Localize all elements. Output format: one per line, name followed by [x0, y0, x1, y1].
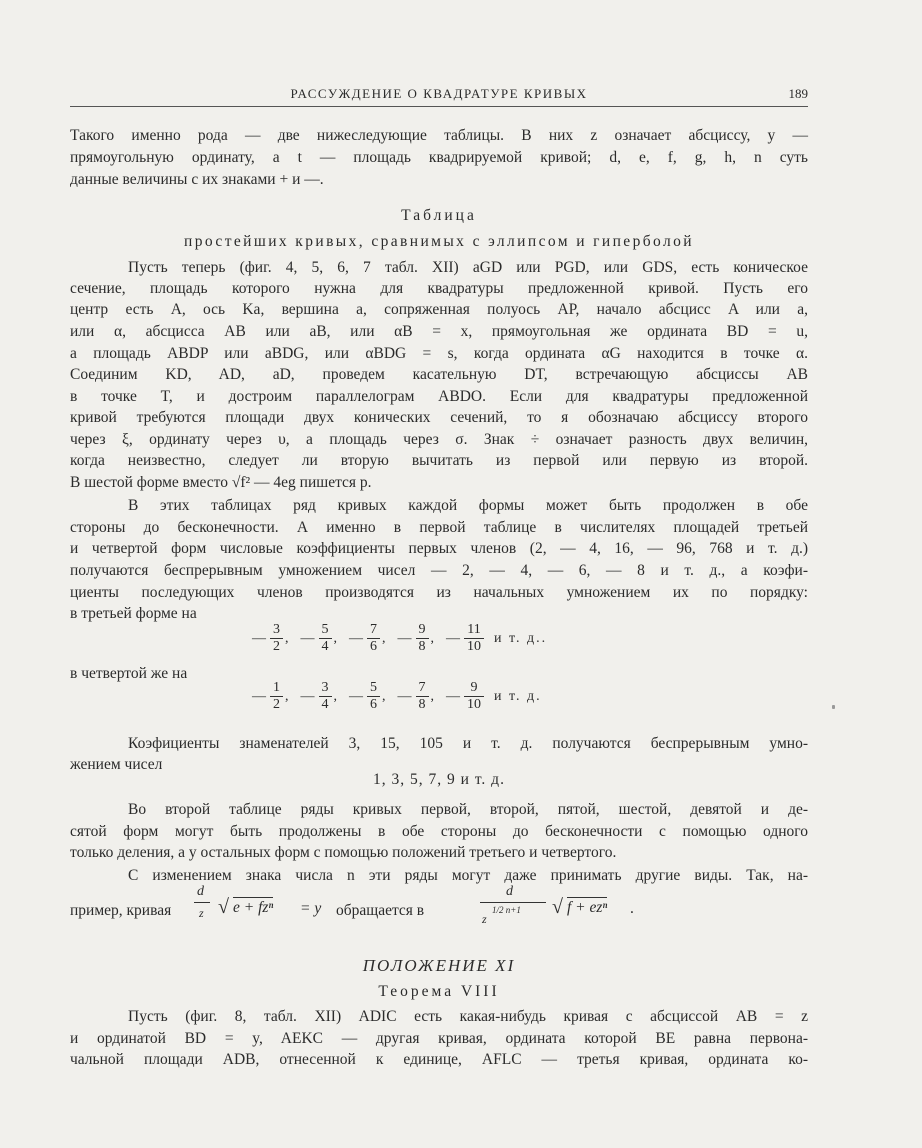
running-title: РАССУЖДЕНИЕ О КВАДРАТУРЕ КРИВЫХ: [290, 86, 588, 101]
text-line: кривой требуются площади двух конических сечений, то я обозначаю абсциссу второго: [70, 409, 808, 426]
denominator: 4: [319, 638, 332, 655]
denominator: 10: [464, 696, 484, 713]
numerator: 9: [418, 622, 426, 637]
formula-radicand-1: e + fzⁿ: [233, 899, 274, 916]
text-line: а площадь ABDP или aBDG, или αBDG = s, когда ордината αG находится в точке α.: [70, 345, 808, 362]
text-line: Пусть (фиг. 8, табл. XII) ADIC есть какая-нибудь кривая с абсциссой AB = z: [128, 1008, 808, 1025]
formula-equals-y: = y: [300, 900, 322, 917]
text-line: через ξ, ординату через υ, а площадь через σ. Знак ÷ означает разность двух величин,: [70, 431, 808, 448]
text-line: Во второй таблице ряды кривых первой, второй, пятой, шестой, девятой и де-: [128, 801, 808, 818]
radical-sign: √: [552, 896, 563, 918]
fraction: [464, 680, 484, 713]
denominator: 6: [367, 638, 380, 655]
denominator: 2: [270, 696, 283, 713]
formula-z2-denominator: z: [482, 912, 487, 926]
fraction: [464, 622, 484, 655]
formula-d2-numerator: d: [506, 884, 513, 899]
header-rule: [70, 106, 808, 107]
minus-sign: —: [446, 630, 460, 646]
text-line: прямоугольную ординату, а t — площадь квадрируемой кривой; d, e, f, g, h, n суть: [70, 149, 808, 166]
fraction: [270, 622, 283, 655]
fraction: [319, 680, 332, 713]
minus-sign: —: [300, 688, 315, 704]
numerator: 3: [321, 680, 329, 695]
formula-radicand-2: f + ezⁿ: [567, 899, 608, 916]
text-line: данные величины с их знаками + и —.: [70, 171, 324, 188]
minus-sign: —: [300, 630, 315, 646]
formula-end: .: [630, 900, 634, 917]
print-speck: [832, 705, 835, 709]
numerator: 11: [467, 622, 481, 637]
table-subtitle: простейших кривых, сравнимых с эллипсом и гиперболой: [184, 233, 694, 250]
text-line: чальной площади ADB, отнесенной к единице, AFLC — третья кривая, ордината ко-: [70, 1051, 808, 1068]
table-title: Таблица: [401, 207, 477, 224]
numerator: 7: [370, 622, 377, 637]
section-subtitle: Теорема VIII: [378, 983, 500, 1000]
numerator: 3: [273, 622, 280, 637]
text-line: Коэфициенты знаменателей 3, 15, 105 и т. д. получаются беспрерывным умно-: [128, 735, 808, 752]
text-line: сечение, площадь которого нужна для квадратуры предложенной кривой. Пусть его: [70, 280, 808, 297]
numerator: 1: [273, 680, 280, 695]
fraction-row-third: — $\frac{3}{2}$ , — $\frac{5}{4}$ , — $\frac{7}{6}$ , — $\frac{9}{8}$ , — $\frac{11}{10}$ и т. д..: [252, 622, 548, 654]
formula-fraction-bar-2: [480, 902, 546, 903]
text-line: в четвертой же на: [70, 665, 188, 682]
formula-exponent: 1/2 n+1: [492, 905, 521, 915]
denominator: 2: [270, 638, 283, 655]
fraction-tail: и т. д.: [494, 688, 542, 704]
text-line: или α, абсцисса AB или aB, или αB = x, прямоугольная же ордината BD = u,: [70, 323, 808, 340]
denominator: 4: [319, 696, 332, 713]
text-line: и четвертой форм числовые коэффициенты первых членов (2, — 4, 16, — 96, 768 и т. д.): [70, 540, 808, 557]
minus-sign: —: [397, 688, 412, 704]
fraction: [367, 680, 380, 713]
formula-z-denominator: z: [199, 906, 204, 920]
text-line: в точке T, и достроим параллелограм ABDO. Если для квадратуры предложенной: [70, 388, 808, 405]
radical-sign: √: [218, 896, 229, 918]
denominator: 6: [367, 696, 380, 713]
minus-sign: —: [252, 688, 266, 704]
text-line: в третьей форме на: [70, 605, 197, 622]
fraction: [416, 622, 429, 655]
text-line: С изменением знака числа n эти ряды могут даже принимать другие виды. Так, на-: [128, 867, 808, 884]
denominator: 8: [416, 638, 429, 655]
text-line: стороны до бесконечности. А именно в первой таблице в числителях площадей третьей: [70, 519, 808, 536]
text-line: Соединим KD, AD, aD, проведем касательную DT, встречающую абсциссы AB: [70, 366, 808, 383]
fraction-row-fourth: — $\frac{1}{2}$ , — $\frac{3}{4}$ , — $\frac{5}{6}$ , — $\frac{7}{8}$ , — $\frac{9}{10}$ и т. д.: [252, 680, 542, 712]
minus-sign: —: [252, 630, 266, 646]
formula-middle: обращается в: [336, 902, 425, 919]
formula-d-numerator: d: [197, 884, 204, 899]
text-line: только деления, а у остальных форм с помощью положений третьего и четвертого.: [70, 844, 617, 861]
minus-sign: —: [349, 688, 363, 704]
numerator: 9: [470, 680, 478, 695]
text-line: циенты последующих членов производятся из начальных умножением их по порядку:: [70, 584, 808, 601]
numerator: 5: [321, 622, 329, 637]
numerator: 5: [370, 680, 377, 695]
fraction: [367, 622, 380, 655]
text-line: Такого именно рода — две нижеследующие таблицы. В них z означает абсциссу, y —: [70, 127, 808, 144]
text-line: и ординатой BD = y, AEKC — другая кривая, ордината которой BE равна первона-: [70, 1030, 808, 1047]
text-line: когда неизвестно, следует ли вторую вычитать из первой или первую из второй.: [70, 452, 808, 469]
text-line: получаются беспрерывным умножением чисел — 2, — 4, — 6, — 8 и т. д., а коэфи-: [70, 562, 808, 579]
minus-sign: —: [397, 630, 412, 646]
denominator: 8: [416, 696, 429, 713]
text-line: В этих таблицах ряд кривых каждой формы может быть продолжен в обе: [128, 497, 808, 514]
fraction: [416, 680, 429, 713]
fraction: [270, 680, 283, 713]
fraction: [319, 622, 332, 655]
numerator: 7: [418, 680, 426, 695]
section-title: ПОЛОЖЕНИЕ XI: [362, 956, 516, 975]
text-line: В шестой форме вместо √f² — 4eg пишется p.: [70, 474, 372, 491]
minus-sign: —: [446, 688, 460, 704]
text-line: жением чисел: [70, 756, 163, 773]
fraction-tail: и т. д..: [494, 630, 548, 646]
formula-prefix: пример, кривая: [70, 902, 172, 919]
page-number: 189: [788, 86, 808, 101]
text-line: сятой форм могут быть продолжены в обе стороны до бесконечности с помощью одного: [70, 823, 808, 840]
running-header: [70, 86, 808, 102]
minus-sign: —: [349, 630, 363, 646]
formula-fraction-bar: [194, 902, 210, 903]
text-line: Пусть теперь (фиг. 4, 5, 6, 7 табл. XII) aGD или PGD, или GDS, есть коническое: [128, 259, 808, 276]
denominator: 10: [464, 638, 484, 655]
odd-number-sequence: 1, 3, 5, 7, 9 и т. д.: [373, 771, 505, 788]
text-line: центр есть A, ось Ka, вершина a, сопряженная полуось AP, начало абсцисс A или a,: [70, 301, 808, 318]
